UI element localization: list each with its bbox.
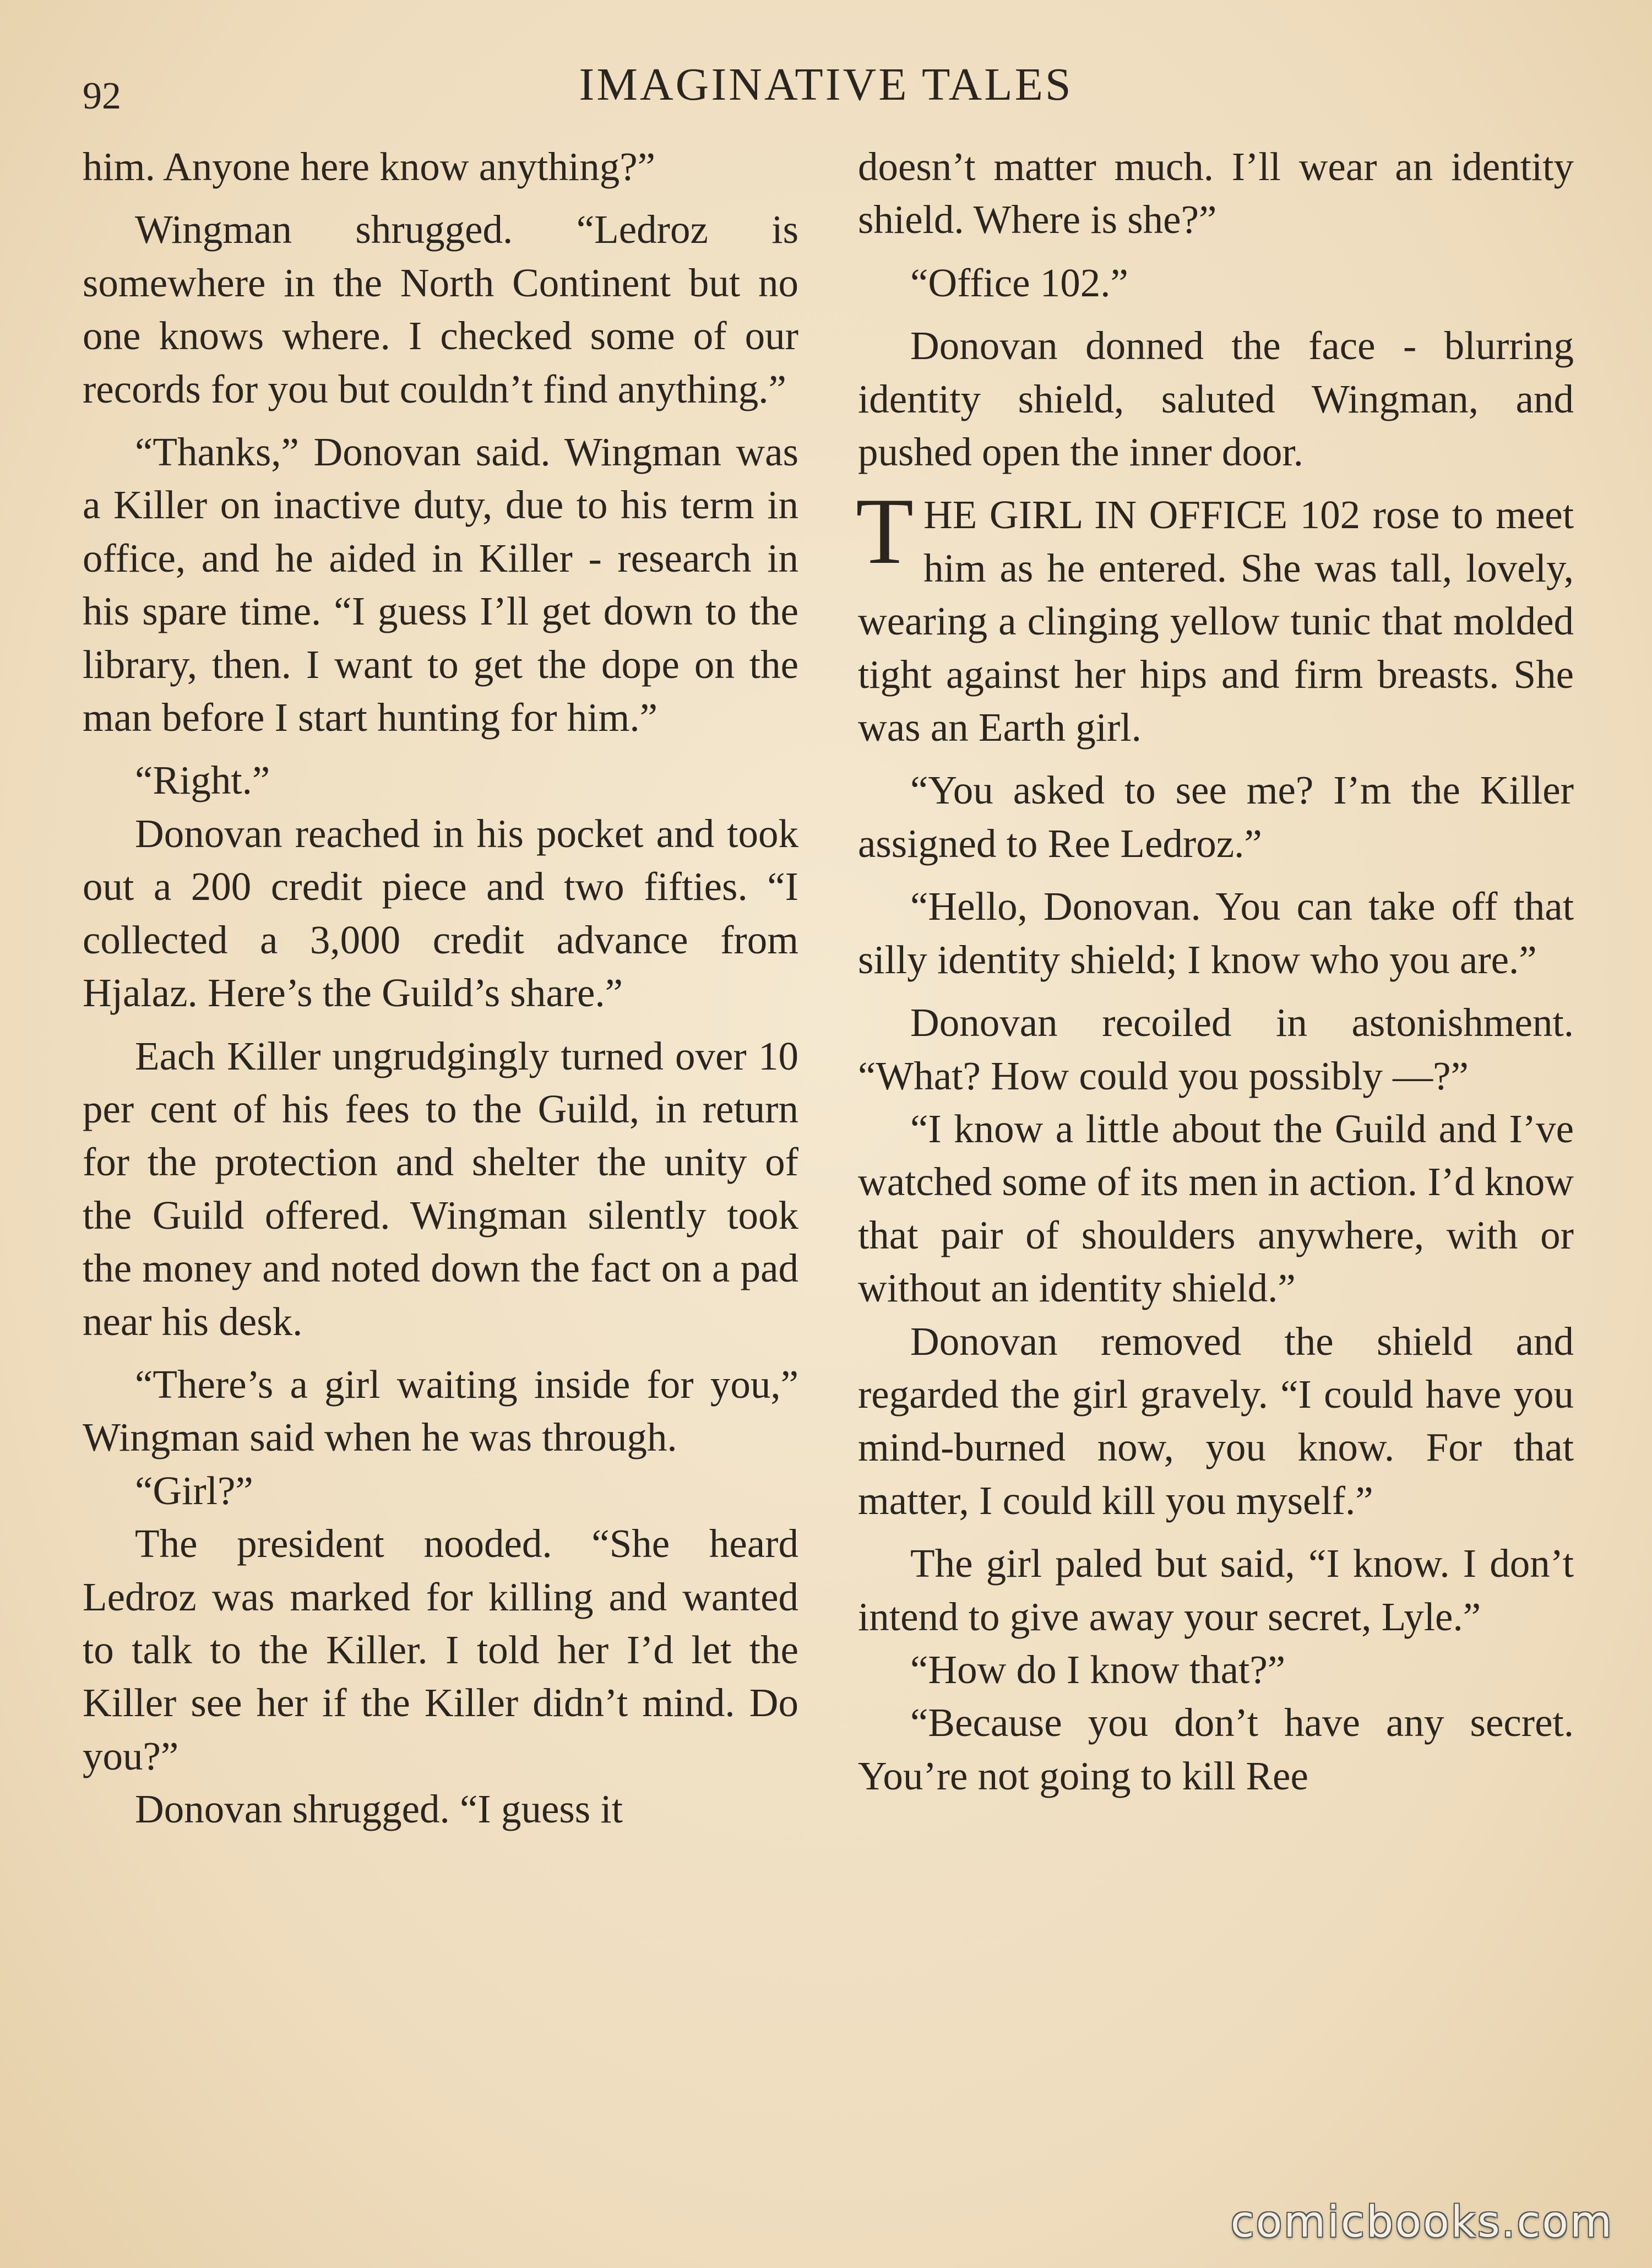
left-column: [83, 140, 798, 1846]
paragraph: “Girl?”: [135, 1468, 253, 1513]
right-column: [858, 140, 1574, 1813]
paragraph: Each Killer ungrudgingly turned over 10 per cent of his fees to the Guild, in return for the protection and shelter the unity of the Guild offered. Wingman silently took the money and noted down the fact on a pad near his desk.: [83, 1033, 798, 1344]
paragraph: The girl paled but said, “I know. I don’t intend to give away your secret, Lyle.”: [858, 1541, 1574, 1639]
paragraph: “I know a little about the Guild and I’ve watched some of its men in action. I’d know that pair of shoulders anywhere, with or without an identity shield.”: [858, 1106, 1574, 1311]
watermark: comicbooks.com: [1230, 2198, 1613, 2247]
paragraph: Donovan reached in his pocket and took out a 200 credit piece and two fifties. “I collected a 3,000 credit advance from Hjalaz. Here’s the Guild’s share.”: [83, 811, 798, 1016]
paragraph: “How do I know that?”: [910, 1647, 1286, 1692]
paragraph: “There’s a girl waiting inside for you,” Wingman said when he was through.: [83, 1361, 798, 1460]
paragraph: “Hello, Donovan. You can take off that silly identity shield; I know who you are.”: [858, 884, 1574, 982]
paragraph: Donovan recoiled in astonishment. “What? How could you possibly —?”: [858, 1000, 1574, 1098]
paragraph: “You asked to see me? I’m the Killer assigned to Ree Ledroz.”: [858, 768, 1574, 866]
paragraph: doesn’t matter much. I’ll wear an identity shield. Where is she?”: [858, 144, 1574, 242]
page-number: 92: [83, 75, 121, 117]
section-break-paragraph: [856, 479, 1574, 754]
paragraph: Donovan donned the face - blurring identity shield, saluted Wingman, and pushed open the inner door.: [858, 323, 1574, 475]
running-title: IMAGINATIVE TALES: [579, 59, 1073, 110]
paragraph: Donovan shrugged. “I guess it: [135, 1787, 623, 1832]
paragraph: The president nooded. “She heard Ledroz was marked for killing and wanted to talk to the Killer. I told her I’d let the Killer see her if the Killer didn’t mind. Do you?”: [83, 1521, 798, 1778]
paragraph: “Because you don’t have any secret. You’re not going to kill Ree: [858, 1700, 1574, 1798]
paragraph: Wingman shrugged. “Ledroz is somewhere in the North Continent but no one knows where. I checked some of our records for you but couldn’t find anything.”: [83, 207, 798, 411]
paragraph: Donovan removed the shield and regarded the girl gravely. “I could have you mind-burned now, you know. For that matter, I could kill you myself.”: [858, 1319, 1574, 1523]
paragraph: “Right.”: [135, 758, 270, 803]
drop-cap: T: [856, 479, 914, 584]
page-header: [0, 52, 1652, 117]
paragraph: “Thanks,” Donovan said. Wingman was a Killer on inactive duty, due to his term in office, and he aided in Killer - research in his spare time. “I guess I’ll get down to the library, then. I want to get the dope on the man before I start hunting for him.”: [83, 430, 798, 740]
paragraph: “Office 102.”: [910, 260, 1128, 305]
section-lead: HE GIRL IN OFFICE 102: [923, 492, 1361, 538]
section-text: rose to meet him as he entered. She was tall, lovely, wearing a clinging yellow tunic that molded tight against her hips and firm breasts. She was an Earth girl.: [858, 492, 1574, 750]
paragraph: him. Anyone here know anything?”: [83, 144, 656, 189]
